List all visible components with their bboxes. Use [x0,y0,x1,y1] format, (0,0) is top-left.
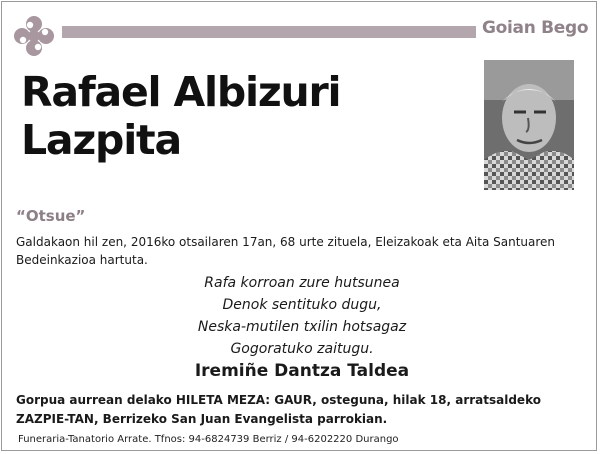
poem-line: Denok sentituko dugu, [222,297,382,313]
funeral-notice [16,391,590,429]
funeral-home-footer: Funeraria-Tanatorio Arrate. Tfnos: 94-6824739 Berriz / 94-6202220 Durango [18,434,399,445]
death-notice: Galdakaon hil zen, 2016ko otsailaren 17an, 68 urte zituela, Eleizakoak eta Aita Santuaren Bedeinkazioa hartuta. [16,235,556,267]
deceased-name [21,68,461,164]
header-bar [62,26,476,38]
obituary-card [1,1,597,451]
name-line-1: Rafael Albizuri [21,68,341,116]
lauburu-icon [11,13,57,59]
poem [102,272,502,360]
poem-line: Rafa korroan zure hutsunea [204,275,400,291]
funeral-details: osteguna, hilak 18, arratsaldeko ZAZPIE-TAN, Berrizeko San Juan Evangelista parrokian. [16,393,541,426]
signature: Iremiñe Dantza Taldea [194,361,410,381]
poem-line: Neska-mutilen txilin hotsagaz [197,319,407,335]
nickname: “Otsue” [16,207,86,225]
name-line-2: Lazpita [21,116,181,164]
funeral-lead: Gorpua aurrean delako HILETA MEZA: GAUR, [16,393,317,407]
poem-line: Gogoratuko zaitugu. [230,341,374,357]
portrait-photo [484,60,574,190]
brand-title: Goian Bego [482,18,589,38]
